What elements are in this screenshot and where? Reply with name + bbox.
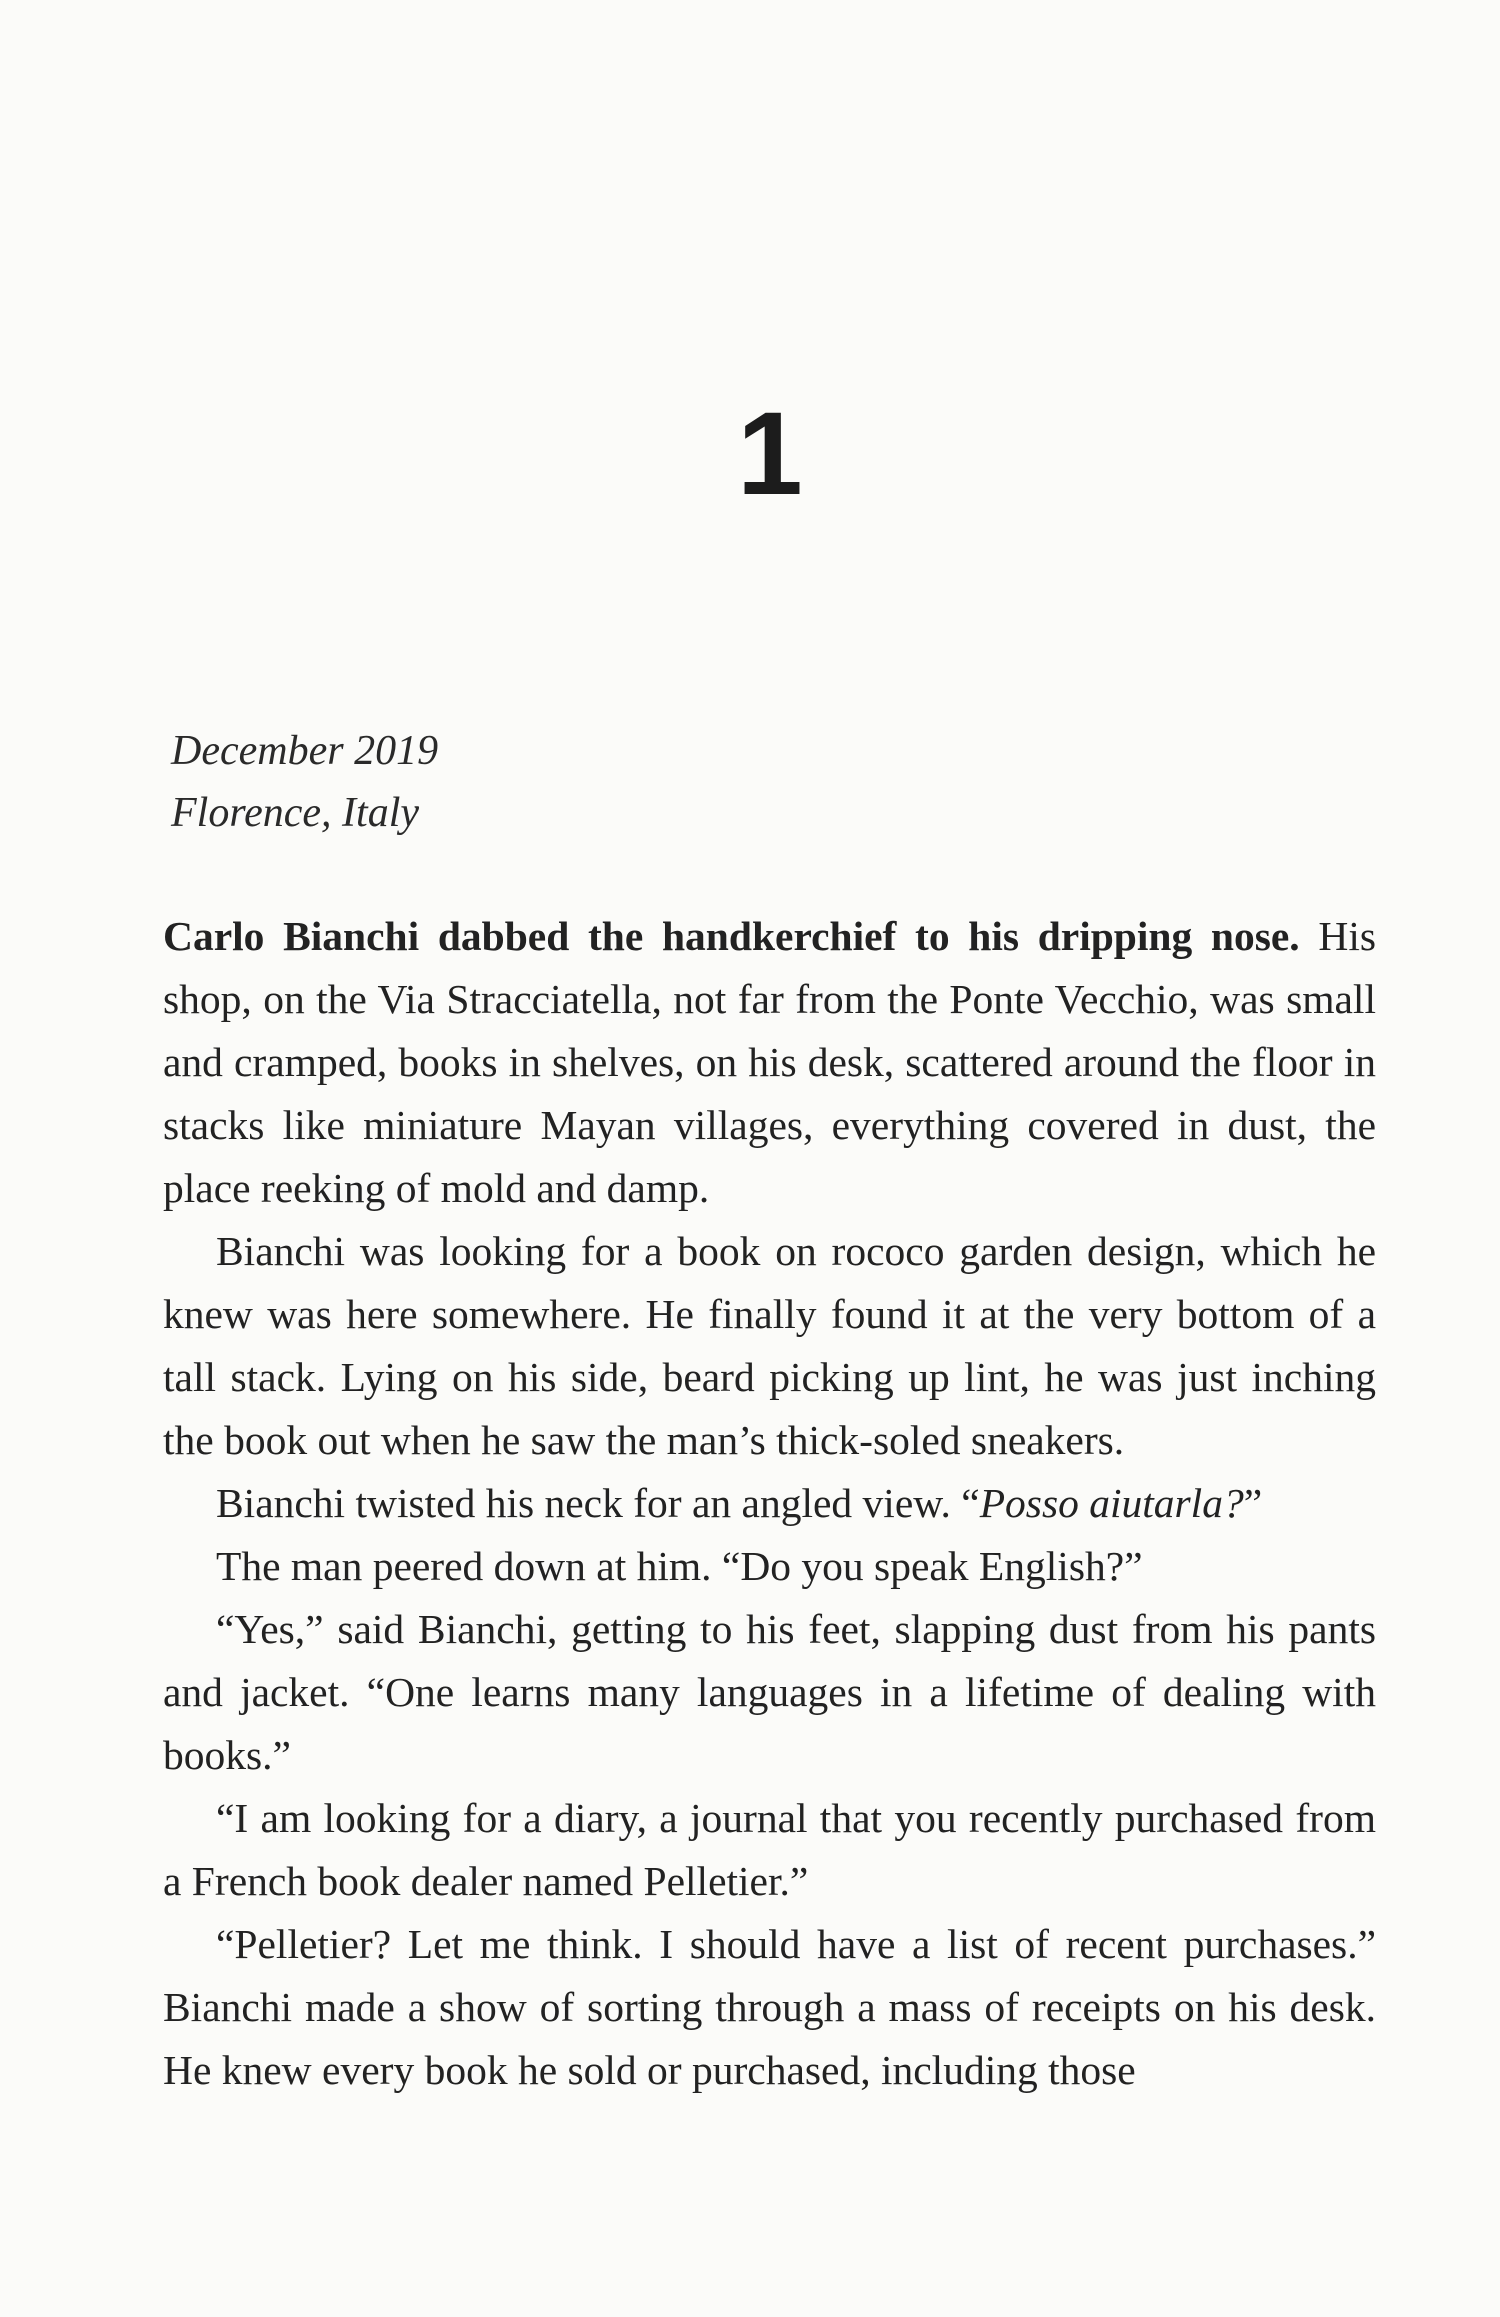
dateline-date: December 2019 [171, 728, 439, 774]
dateline [171, 720, 438, 844]
paragraph-6: “I am looking for a diary, a journal that you recently purchased from a French book dealer named Pelletier.” [163, 1795, 1376, 1904]
paragraph-5: “Yes,” said Bianchi, getting to his feet, slapping dust from his pants and jacket. “One learns many languages in a lifetime of dealing with books.” [163, 1606, 1376, 1778]
paragraph-1 [163, 905, 1376, 1220]
paragraph-3-end: ” [1243, 1480, 1263, 1526]
italian-phrase: Posso aiutarla? [979, 1480, 1244, 1526]
paragraph-lead-in: Carlo Bianchi dabbed the handkerchief to his dripping nose. [163, 913, 1300, 959]
paragraph-3-text: Bianchi twisted his neck for an angled view. “ [216, 1480, 980, 1526]
paragraph-7: “Pelletier? Let me think. I should have a list of recent purchases.” Bianchi made a show of sorting through a mass of receipts on his desk. He knew every book he sold or purchased, including those [163, 1921, 1376, 2093]
chapter-number: 1 [737, 388, 803, 520]
paragraph-1-rest: His shop, on the Via Stracciatella, not far from the Ponte Vecchio, was small and cramped, books in shelves, on his desk, scattered around the floor in stacks like miniature Mayan villages, everything covered in dust, the place reeking of mold and damp. [163, 913, 1376, 1211]
dateline-place: Florence, Italy [171, 790, 420, 836]
paragraph-3 [163, 1472, 1376, 1535]
chapter-body [163, 905, 1376, 2102]
paragraph-2: Bianchi was looking for a book on rococo garden design, which he knew was here somewhere. He finally found it at the very bottom of a tall stack. Lying on his side, beard picking up lint, he was just inching the book out when he saw the man’s thick-soled sneakers. [163, 1228, 1376, 1463]
paragraph-4: The man peered down at him. “Do you speak English?” [216, 1543, 1143, 1589]
